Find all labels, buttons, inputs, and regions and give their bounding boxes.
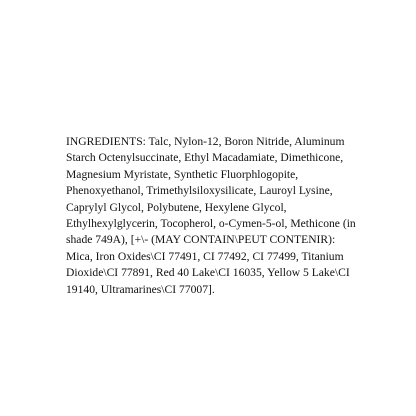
ingredients-line: Ethylhexylglycerin, Tocopherol, o-Cymen-5-ol, Methicone (in (66, 217, 356, 231)
ingredients-line: INGREDIENTS: Talc, Nylon-12, Boron Nitride, Aluminum (66, 135, 345, 148)
ingredients-text-block (66, 134, 406, 298)
ingredients-line: Phenoxyethanol, Trimethylsiloxysilicate, Lauroyl Lysine, (66, 184, 333, 198)
ingredients-line: Magnesium Myristate, Synthetic Fluorphlogopite, (66, 167, 299, 181)
ingredients-line: Caprylyl Glycol, Polybutene, Hexylene Glycol, (66, 200, 287, 214)
ingredients-line: 19140, Ultramarines\CI 77007]. (66, 282, 215, 296)
ingredients-line: Starch Octenylsuccinate, Ethyl Macadamiate, Dimethicone, (66, 151, 344, 165)
ingredients-line: shade 749A), [+\- (MAY CONTAIN\PEUT CONTENIR): (66, 233, 336, 247)
ingredients-line: Mica, Iron Oxides\CI 77491, CI 77492, CI 77499, Titanium (66, 249, 344, 263)
ingredients-line: Dioxide\CI 77891, Red 40 Lake\CI 16035, Yellow 5 Lake\CI (66, 266, 350, 280)
